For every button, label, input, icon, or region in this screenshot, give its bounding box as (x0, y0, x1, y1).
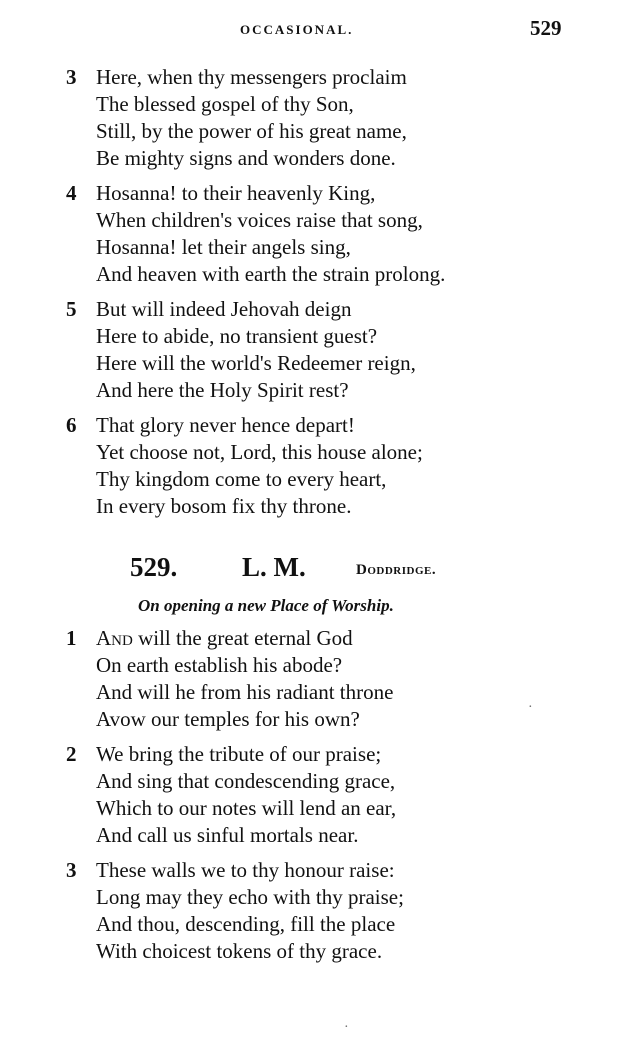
running-head: OCCASIONAL. (240, 22, 354, 37)
first-line-rest: will the great eternal God (132, 626, 353, 650)
verse-line: And thou, descending, fill the place (96, 912, 396, 936)
verse-line: That glory never hence depart! (96, 413, 355, 437)
verse-line: Avow our temples for his own? (96, 707, 360, 731)
verse-line: These walls we to thy honour raise: (96, 858, 395, 882)
verse-line: Be mighty signs and wonders done. (96, 146, 396, 170)
stanza-number: 5 (66, 297, 77, 321)
verse-line: On earth establish his abode? (96, 653, 343, 677)
verse-line: And here the Holy Spirit rest? (96, 378, 349, 402)
verse-line: With choicest tokens of thy grace. (96, 939, 383, 963)
hymn-number: 529. (130, 552, 178, 582)
hymn-subtitle: On opening a new Place of Worship. (138, 596, 394, 615)
verse-line: But will indeed Jehovah deign (96, 297, 352, 321)
stanza-number: 3 (66, 858, 77, 882)
verse-line: Yet choose not, Lord, this house alone; (96, 440, 423, 464)
print-speck: · (528, 700, 533, 715)
verse-line: And sing that condescending grace, (96, 769, 396, 793)
verse-line: Hosanna! let their angels sing, (96, 235, 351, 259)
verse-line: The blessed gospel of thy Son, (96, 92, 354, 116)
verse-line: And heaven with earth the strain prolong. (96, 262, 446, 286)
verse-line: We bring the tribute of our praise; (96, 742, 382, 766)
stanza-number: 4 (66, 181, 77, 205)
print-speck: · (344, 1020, 349, 1035)
verse-line: Here will the world's Redeemer reign, (96, 351, 416, 375)
hymn-author: Doddridge. (356, 562, 437, 578)
page-number: 529 (530, 16, 562, 40)
verse-line: And call us sinful mortals near. (96, 823, 359, 847)
verse-line: Thy kingdom come to every heart, (96, 467, 387, 491)
hymn-heading (130, 552, 550, 592)
stanza-number: 3 (66, 65, 77, 89)
verse-line: Here, when thy messengers proclaim (96, 65, 407, 89)
verse-line: Long may they echo with thy praise; (96, 885, 404, 909)
stanza-number: 2 (66, 742, 77, 766)
verse-line: In every bosom fix thy throne. (96, 494, 352, 518)
stanza-number: 6 (66, 413, 77, 437)
verse-line: Hosanna! to their heavenly King, (96, 181, 376, 205)
verse-line: Which to our notes will lend an ear, (96, 796, 397, 820)
verse-line-first (96, 625, 353, 652)
verse-line: Still, by the power of his great name, (96, 119, 407, 143)
stanza-number: 1 (66, 626, 77, 650)
verse-line: Here to abide, no transient guest? (96, 324, 378, 348)
first-word: And (96, 626, 133, 650)
hymn-meter: L. M. (242, 552, 306, 582)
verse-line: And will he from his radiant throne (96, 680, 394, 704)
verse-line: When children's voices raise that song, (96, 208, 423, 232)
